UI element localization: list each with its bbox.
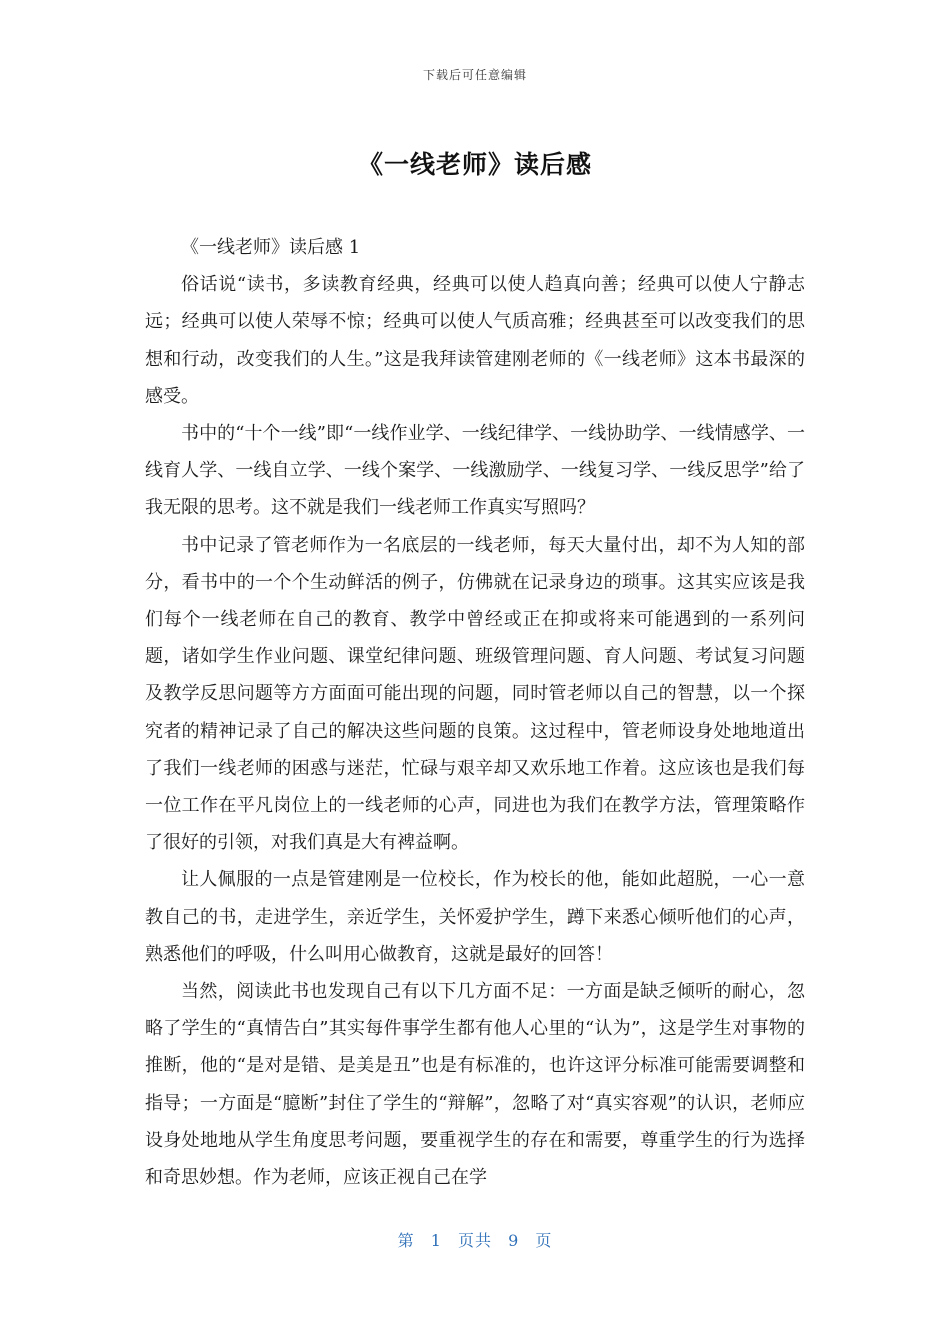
document-body xyxy=(145,229,805,1196)
paragraph: 当然，阅读此书也发现自己有以下几方面不足：一方面是缺乏倾听的耐心，忽略了学生的“真情告白”其实每件事学生都有他人心里的“认为”，这是学生对事物的推断，他的“是对是错、是美是丑”也是有标准的，也许这评分标准可能需要调整和指导；一方面是“臆断”封住了学生的“辩解”，忽略了对“真实容观”的认识，老师应设身处地地从学生角度思考问题，要重视学生的存在和需要，尊重学生的行为选择和奇思妙想。作为老师，应该正视自己在学 xyxy=(145,981,805,1189)
paragraph: 书中记录了管老师作为一名底层的一线老师，每天大量付出，却不为人知的部分，看书中的一个个生动鲜活的例子，仿佛就在记录身边的琐事。这其实应该是我们每个一线老师在自己的教育、教学中曾经或正在抑或将来可能遇到的一系列问题，诸如学生作业问题、课堂纪律问题、班级管理问题、育人问题、考试复习问题及教学反思问题等方方面面可能出现的问题，同时管老师以自己的智慧，以一个探究者的精神记录了自己的解决这些问题的良策。这过程中，管老师设身处地地道出了我们一线老师的困惑与迷茫，忙碌与艰辛却又欢乐地工作着。这应该也是我们每一位工作在平凡岗位上的一线老师的心声，同进也为我们在教学方法，管理策略作了很好的引领，对我们真是大有裨益啊。 xyxy=(145,534,805,854)
paragraph: 书中的“十个一线”即“一线作业学、一线纪律学、一线协助学、一线情感学、一线育人学、一线自立学、一线个案学、一线激励学、一线复习学、一线反思学”给了我无限的思考。这不就是我们一线老师工作真实写照吗？ xyxy=(145,423,805,519)
paragraph: 让人佩服的一点是管建刚是一位校长，作为校长的他，能如此超脱，一心一意教自己的书，走进学生，亲近学生，关怀爱护学生，蹲下来悉心倾听他们的心声，熟悉他们的呼吸，什么叫用心做教育，这就是最好的回答！ xyxy=(145,869,805,965)
document-title: 《一线老师》读后感 xyxy=(357,150,592,179)
section-heading: 《一线老师》读后感 1 xyxy=(181,237,361,258)
paragraph: 俗话说“读书，多读教育经典，经典可以使人趋真向善；经典可以使人宁静志远；经典可以使人荣辱不惊；经典可以使人气质高雅；经典甚至可以改变我们的思想和行动，改变我们的人生。”这是我拜读管建刚老师的《一线老师》这本书最深的感受。 xyxy=(145,274,805,407)
page-header: 下载后可任意编辑 xyxy=(422,68,527,82)
page-number-footer: 第 1 页共 9 页 xyxy=(397,1231,553,1250)
